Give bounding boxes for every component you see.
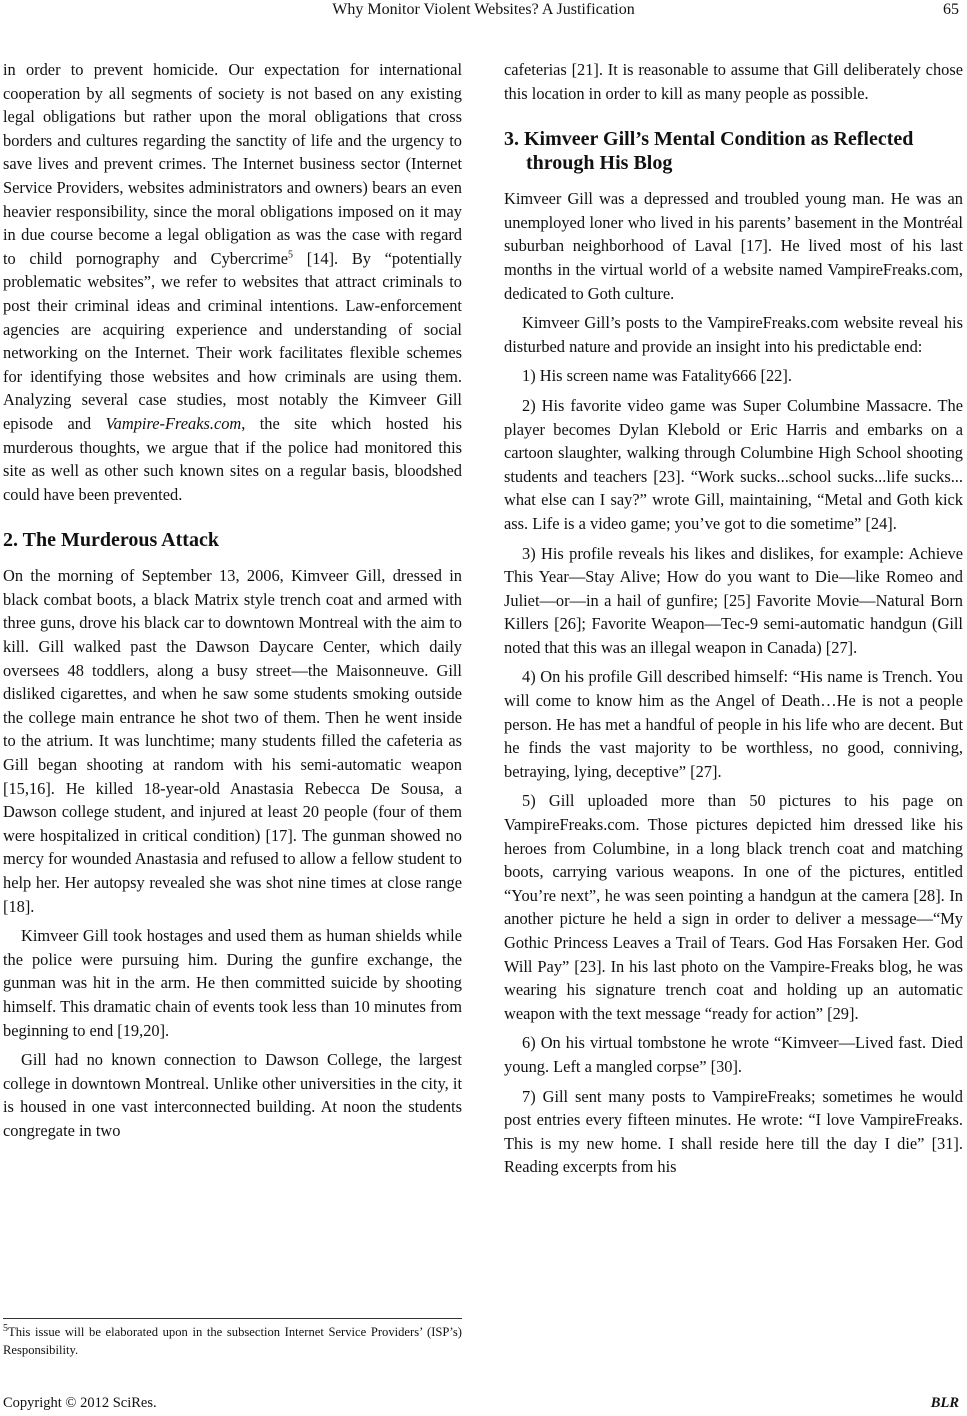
running-header [0, 0, 967, 30]
copyright-notice: Copyright © 2012 SciRes. [3, 1395, 157, 1411]
list-item: 1) His screen name was Fatality666 [22]. [522, 366, 792, 386]
paragraph: in order to prevent homicide. Our expectation for international cooperation by all segments of society is not based on any existing legal obligations but rather upon the moral obligations that cross borders and cultures regarding the sanctity of life and the urgency to save lives and prevent crimes. The Internet business sector (Internet Service Providers, websites administrators and owners) bears an even heavier responsibility, since the moral obligations imposed on it may in due course become a legal obligation as was the case with regard to child pornography and Cybercrime$^5$ [14]. By “potentially problematic websites”, we refer to websites that attract criminals to post their criminal ideas and criminal intentions. Law-enforcement agencies are acquiring experience and understanding of social networking on the Internet. Their work facilitates flexible schemes for identifying those websites and how criminals are using them. Analyzing several case studies, most notably the Kimveer Gill episode and Vampire-Freaks.com, the site which hosted his murderous thoughts, we argue that if the police had monitored this site as well as other such known sites on a regular basis, bloodshed could have been prevented. [3, 60, 463, 504]
running-title: Why Monitor Violent Websites? A Justification [332, 1, 635, 18]
journal-abbreviation: BLR [930, 1395, 959, 1411]
footnote-text: This issue will be elaborated upon in the subsection Internet Service Providers’ (ISP’s) Responsibility. [3, 1325, 462, 1357]
list-item: 3) His profile reveals his likes and dislikes, for example: Achieve This Year—Stay Alive; How do you want to Die—like Romeo and Juliet—or—in a hail of gunfire; [25] Favorite Movie—Natural Born Killers [26]; Favorite Weapon—Tec-9 semi-automatic handgun (Gill noted that this was an illegal weapon in Canada) [27]. [504, 543, 963, 657]
site-name: Vampire-Freaks.com [105, 413, 242, 433]
paragraph: On the morning of September 13, 2006, Kimveer Gill, dressed in black combat boots, a black Matrix style trench coat and armed with three guns, drove his black car to downtown Montreal with the aim to kill. Gill walked past the Dawson Daycare Center, which daily oversees 48 toddlers, along a busy street—the Maisonneuve. Gill disliked cigarettes, and when he saw some students smoking outside the college main entrance he shot two of them. Then he went inside to the atrium. It was lunchtime; many students filled the cafeteria as Gill began shooting at random with his semi-automatic weapon [15,16]. He killed 18-year-old Anastasia Rebecca De Sousa, a Dawson college student, and injured at least 20 people (four of them were hospitalized in critical condition) [17]. The gunman showed no mercy for wounded Anastasia and refused to allow a fellow student to help her. Her autopsy revealed she was shot nine times at close range [18]. [3, 566, 462, 916]
list-item: 4) On his profile Gill described himself: “His name is Trench. You will come to know him as the Angel of Death…He is not a people person. He has met a handful of people in his life who are decent. But he finds the vast majority to be worthless, no good, conniving, betraying, lying, deceptive” [27]. [504, 667, 963, 781]
left-column [3, 58, 462, 1143]
paragraph: Kimveer Gill took hostages and used them as human shields while the police were pursuing him. During the gunfire exchange, the gunman was hit in the arm. He then committed suicide by shooting himself. This dramatic chain of events took less than 10 minutes from beginning to end [19,20]. [3, 926, 462, 1040]
footnote [3, 1323, 462, 1359]
footnote-divider [3, 1318, 462, 1319]
paragraph: cafeterias [21]. It is reasonable to assume that Gill deliberately chose this location in order to kill as many people as possible. [504, 60, 963, 103]
section-heading-2: 2. The Murderous Attack [3, 529, 219, 552]
paragraph: Kimveer Gill’s posts to the VampireFreaks.com website reveal his disturbed nature and provide an insight into his predictable end: [504, 313, 963, 356]
section-heading-3: 3. Kimveer Gill’s Mental Condition as Reflected through His Blog [504, 128, 914, 175]
paragraph: Gill had no known connection to Dawson College, the largest college in downtown Montreal. Unlike other universities in the city, it is housed in one vast interconnected building. At noon the students congregate in two [3, 1050, 462, 1140]
list-item: 5) Gill uploaded more than 50 pictures to his page on VampireFreaks.com. Those pictures depicted him dressed like his heroes from Columbine, in a long black trench coat and matching boots, carrying various weapons. In one of the pictures, entitled “You’re next”, he was seen pointing a handgun at the camera [28]. In another picture he held a sign in order to deliver a message—“My Gothic Princess Leaves a Trail of Tears. God Has Forsaken Her. God Will Pay” [23]. In his last photo on the Vampire-Freaks blog, he was wearing his signature trench coat and holding up an automatic weapon with the text message “ready for action” [29]. [504, 791, 963, 1023]
list-item: 6) On his virtual tombstone he wrote “Kimveer—Lived fast. Died young. Left a mangled corpse” [30]. [504, 1033, 963, 1076]
footnote-number: 5 [3, 1322, 8, 1334]
list-item: 2) His favorite video game was Super Columbine Massacre. The player becomes Dylan Klebold or Eric Harris and embarks on a cartoon slaughter, walking through Columbine High School shooting students and teachers [23]. “Work sucks...school sucks...life sucks... what else can I say?” wrote Gill, maintaining, “Metal and Goth kick ass. Life is a video game; you’ve got to die sometime” [24]. [504, 395, 963, 533]
paragraph: Kimveer Gill was a depressed and troubled young man. He was an unemployed loner who lived in his parents’ basement in the Montréal suburban neighborhood of Laval [17]. He lived most of his last months in the virtual world of a website named VampireFreaks.com, dedicated to Goth culture. [504, 189, 963, 303]
page-number: 65 [943, 1, 959, 18]
list-item: 7) Gill sent many posts to VampireFreaks; sometimes he would post entries every fifteen minutes. He wrote: “I love VampireFreaks. This is my new home. I shall reside here till the day I die” [31]. Reading excerpts from his [504, 1086, 963, 1177]
right-column [504, 58, 963, 1179]
footnote-marker: 5 [288, 249, 294, 261]
